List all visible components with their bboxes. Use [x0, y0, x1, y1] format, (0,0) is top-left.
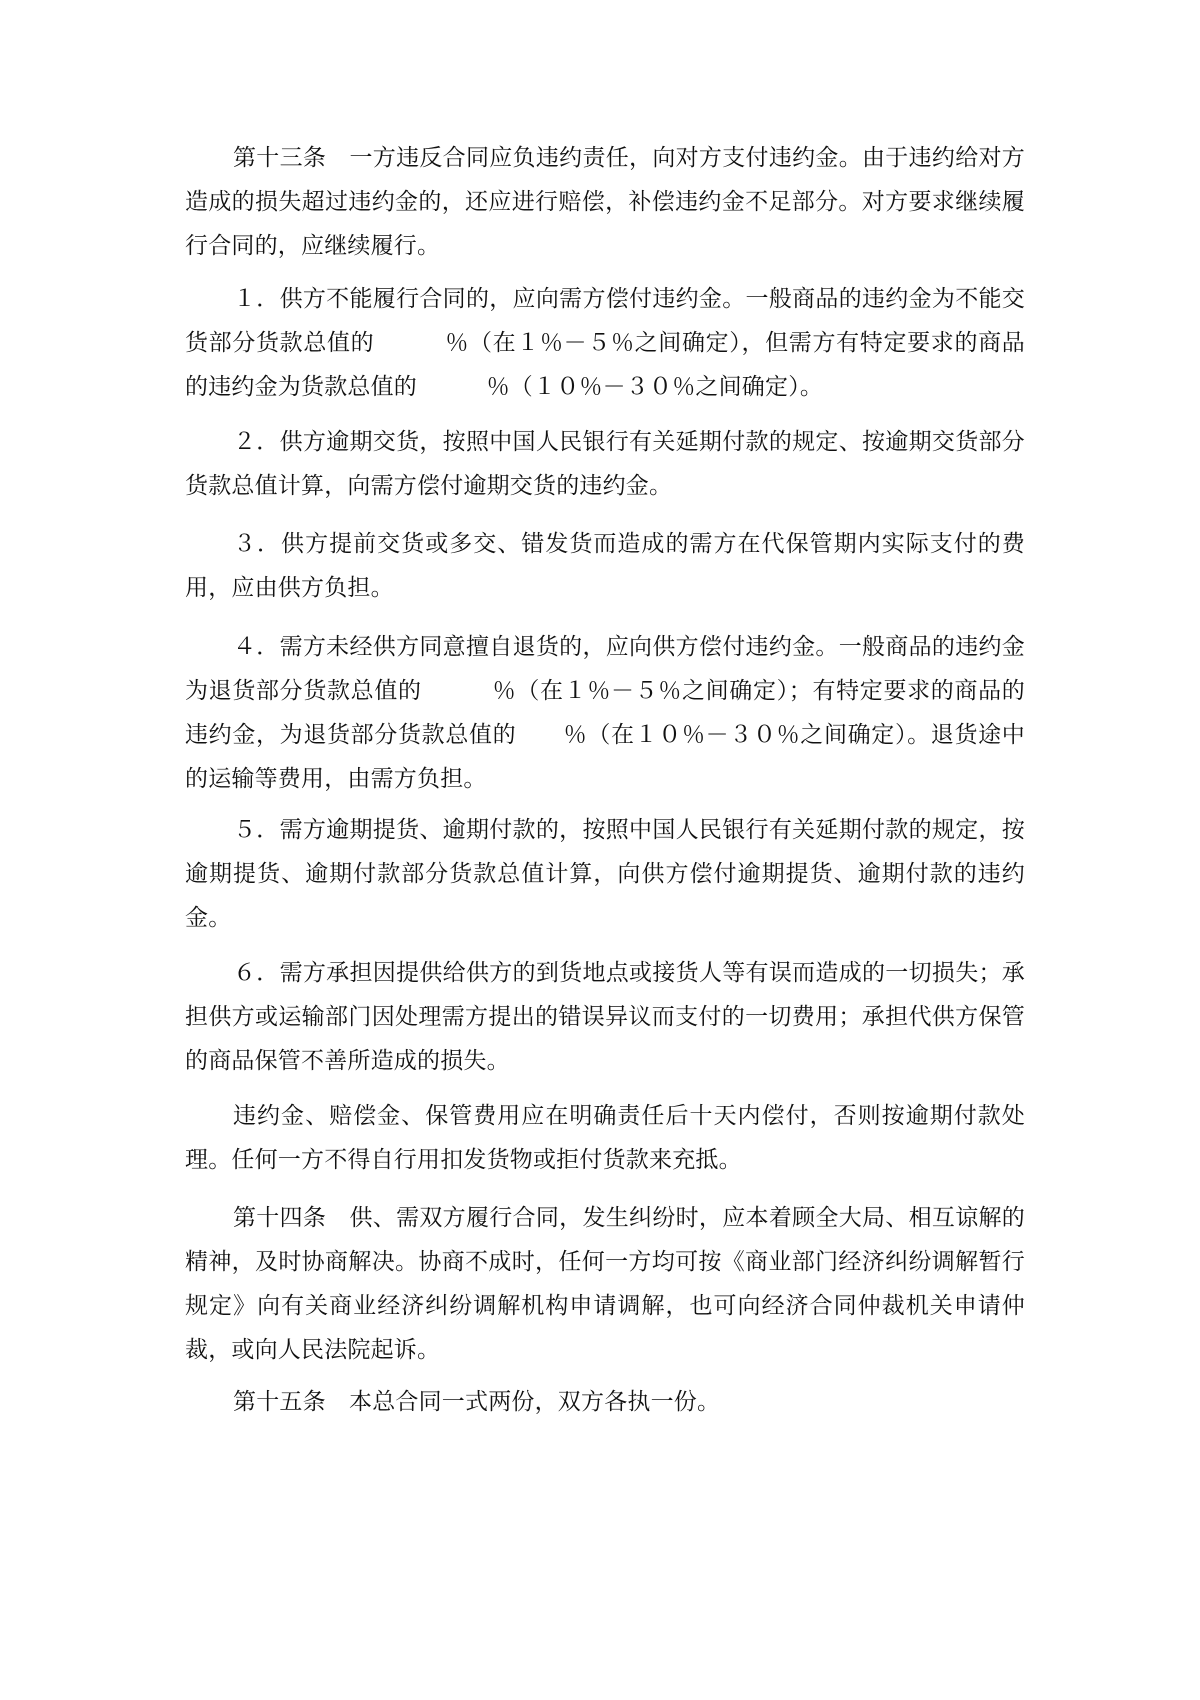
clause-1-paragraph: １．供方不能履行合同的，应向需方偿付违约金。一般商品的违约金为不能交货部分货款总值的 ％（在１％－５％之间确定），但需方有特定要求的商品的违约金为货款总值的 ％（１０％－３０％之间确定）。 — [185, 286, 1025, 400]
article-14-paragraph: 第十四条 供、需双方履行合同，发生纠纷时，应本着顾全大局、相互谅解的精神，及时协商解决。协商不成时，任何一方均可按《商业部门经济纠纷调解暂行规定》向有关商业经济纠纷调解机构申请调解，也可向经济合同仲裁机关申请仲裁，或向人民法院起诉。 — [185, 1205, 1025, 1363]
clause-2-paragraph: ２．供方逾期交货，按照中国人民银行有关延期付款的规定、按逾期交货部分货款总值计算，向需方偿付逾期交货的违约金。 — [185, 429, 1025, 499]
penalty-payment-paragraph: 违约金、赔偿金、保管费用应在明确责任后十天内偿付，否则按逾期付款处理。任何一方不得自行用扣发货物或拒付货款来充抵。 — [185, 1103, 1025, 1173]
article-15-paragraph: 第十五条 本总合同一式两份，双方各执一份。 — [233, 1389, 721, 1415]
clause-4-paragraph: ４．需方未经供方同意擅自退货的，应向供方偿付违约金。一般商品的违约金为退货部分货款总值的 ％（在１％－５％之间确定）；有特定要求的商品的违约金，为退货部分货款总值的 ％（在１０％－３０％之间确定）。退货途中的运输等费用，由需方负担。 — [185, 634, 1025, 792]
article-13-paragraph: 第十三条 一方违反合同应负违约责任，向对方支付违约金。由于违约给对方造成的损失超过违约金的，还应进行赔偿，补偿违约金不足部分。对方要求继续履行合同的，应继续履行。 — [185, 145, 1025, 259]
clause-5-paragraph: ５．需方逾期提货、逾期付款的，按照中国人民银行有关延期付款的规定，按逾期提货、逾期付款部分货款总值计算，向供方偿付逾期提货、逾期付款的违约金。 — [185, 817, 1025, 931]
clause-3-paragraph: ３．供方提前交货或多交、错发货而造成的需方在代保管期内实际支付的费用，应由供方负担。 — [185, 531, 1025, 601]
clause-6-paragraph: ６．需方承担因提供给供方的到货地点或接货人等有误而造成的一切损失；承担供方或运输部门因处理需方提出的错误异议而支付的一切费用；承担代供方保管的商品保管不善所造成的损失。 — [185, 960, 1025, 1074]
